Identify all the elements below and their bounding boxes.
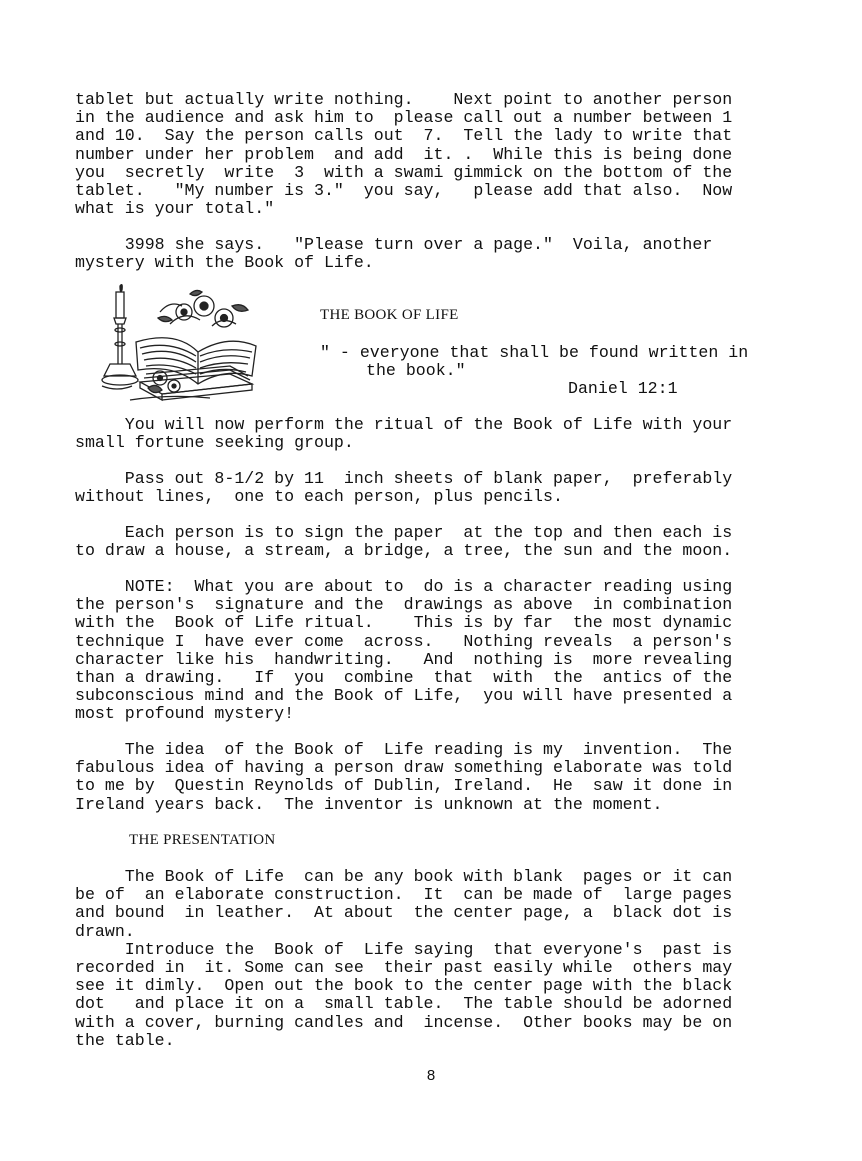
paragraph-pass-out-sheets: [75, 470, 789, 506]
text-line: Pass out 8-1/2 by 11 inch sheets of blank paper, preferably: [75, 469, 733, 488]
text-line: Each person is to sign the paper at the top and then each is: [75, 523, 733, 542]
text-line: The idea of the Book of Life reading is my invention. The: [75, 740, 733, 759]
text-line: and bound in leather. At about the center page, a black dot is: [75, 903, 733, 923]
text-line: and 10. Say the person calls out 7. Tell the lady to write that: [75, 126, 733, 146]
quote-line-2: the book.": [366, 361, 466, 380]
text-line: to draw a house, a stream, a bridge, a tree, the sun and the moon.: [75, 541, 733, 561]
paragraph-drawing-instructions: [75, 524, 789, 560]
text-line: recorded in it. Some can see their past easily while others may: [75, 957, 733, 977]
quote-line-1: " - everyone that shall be found written in: [320, 343, 749, 362]
text-line: Introduce the Book of Life saying that everyone's past is: [75, 939, 733, 959]
page-number: 8: [426, 1067, 436, 1084]
text-line: most profound mystery!: [75, 704, 295, 724]
text-line: small fortune seeking group.: [75, 433, 354, 453]
paragraph-voila: [75, 236, 789, 272]
paragraph-note: [75, 578, 789, 724]
open-book-candle-flowers-icon: [100, 282, 262, 404]
text-line: without lines, one to each person, plus pencils.: [75, 487, 563, 507]
text-line: with the Book of Life ritual. This is by far the most dynamic: [75, 613, 733, 633]
text-line: fabulous idea of having a person draw something elaborate was told: [75, 758, 733, 778]
paragraph-presentation: [75, 868, 789, 1050]
text-line: mystery with the Book of Life.: [75, 253, 374, 273]
text-line: technique I have ever come across. Nothing reveals a person's: [75, 631, 733, 651]
text-line: Ireland years back. The inventor is unknown at the moment.: [75, 794, 663, 814]
text-line: tablet but actually write nothing. Next point to another person: [75, 90, 733, 109]
paragraph-total-trick: [75, 91, 789, 218]
text-line: dot and place it on a small table. The table should be adorned: [75, 994, 733, 1014]
presentation-heading: THE PRESENTATION: [129, 832, 276, 848]
text-line: the person's signature and the drawings as above in combination: [75, 595, 733, 615]
text-line: 3998 she says. "Please turn over a page." Voila, another: [75, 235, 713, 254]
text-line: what is your total.": [75, 199, 275, 219]
quote-citation: Daniel 12:1: [568, 379, 678, 398]
book-of-life-title: THE BOOK OF LIFE: [320, 307, 459, 323]
text-line: tablet. "My number is 3." you say, please add that also. Now: [75, 180, 733, 200]
text-line: NOTE: What you are about to do is a character reading using: [75, 577, 733, 596]
text-line: in the audience and ask him to please call out a number between 1: [75, 108, 733, 128]
text-line: see it dimly. Open out the book to the center page with the black: [75, 976, 733, 996]
text-line: You will now perform the ritual of the Book of Life with your: [75, 415, 733, 434]
text-line: to me by Questin Reynolds of Dublin, Ireland. He saw it done in: [75, 776, 733, 796]
text-line: character like his handwriting. And nothing is more revealing: [75, 649, 733, 669]
paragraph-perform-ritual: [75, 416, 789, 452]
text-line: with a cover, burning candles and incense. Other books may be on: [75, 1012, 733, 1032]
paragraph-idea-origin: [75, 741, 789, 814]
text-line: be of an elaborate construction. It can be made of large pages: [75, 885, 733, 905]
text-line: the table.: [75, 1030, 175, 1050]
text-line: The Book of Life can be any book with blank pages or it can: [75, 867, 733, 886]
text-line: number under her problem and add it. . While this is being done: [75, 144, 733, 164]
text-line: drawn.: [75, 921, 135, 941]
text-line: subconscious mind and the Book of Life, you will have presented a: [75, 686, 733, 706]
text-line: you secretly write 3 with a swami gimmick on the bottom of the: [75, 162, 733, 182]
text-line: than a drawing. If you combine that with the antics of the: [75, 667, 733, 687]
